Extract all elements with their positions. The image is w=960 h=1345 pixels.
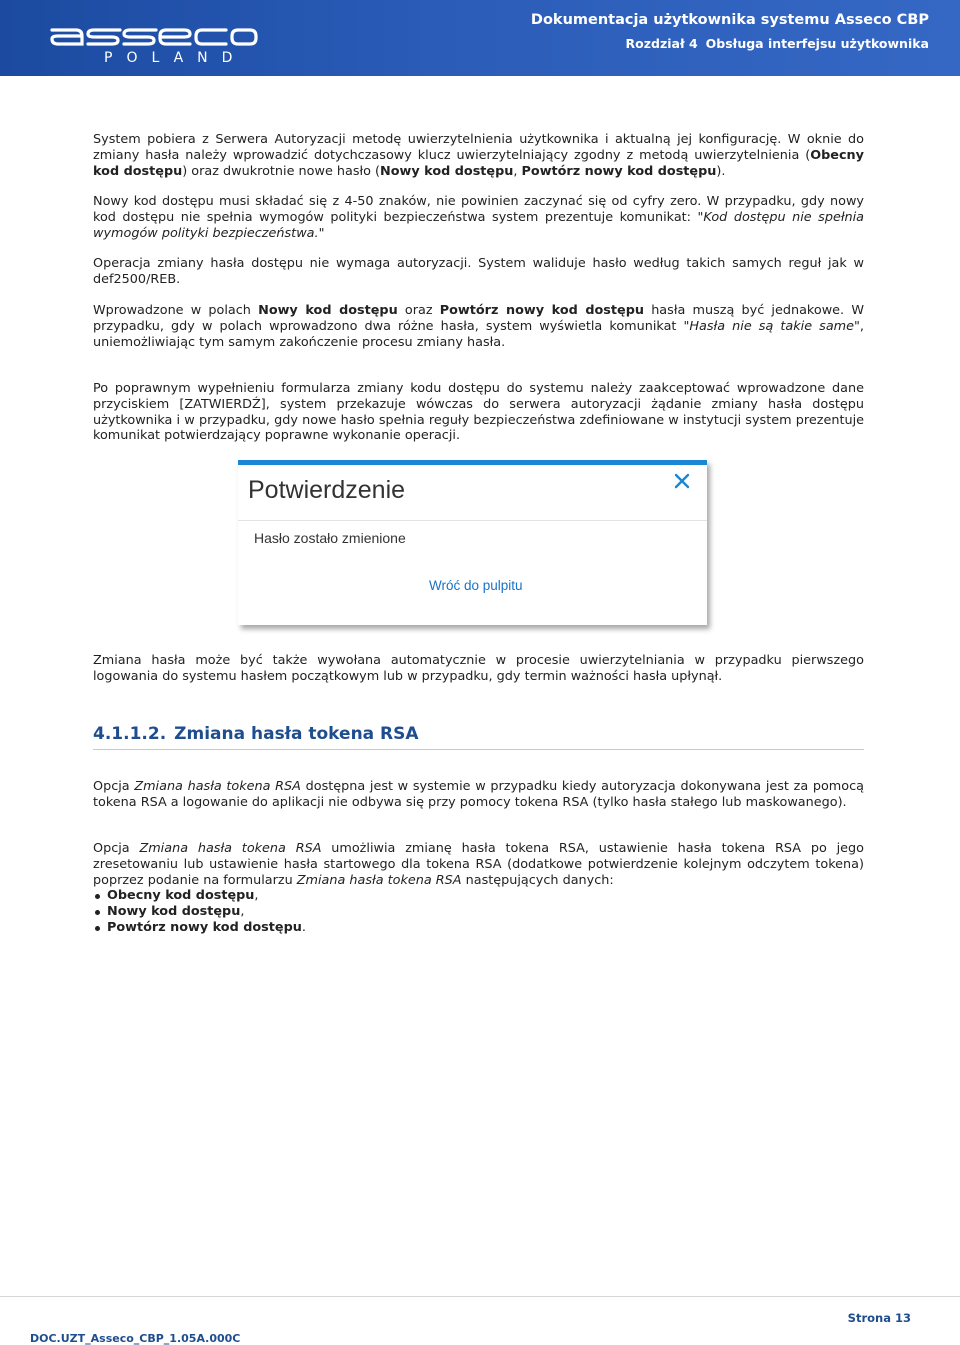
list-item xyxy=(107,920,864,936)
back-to-dashboard-link[interactable]: Wróć do pulpitu xyxy=(429,578,523,593)
dialog-title: Potwierdzenie xyxy=(248,476,406,504)
list-item-label: Powtórz nowy kod dostępu xyxy=(107,919,302,935)
page-label: Strona xyxy=(847,1311,891,1325)
dialog-accent-bar xyxy=(238,460,707,465)
text: umożliwia zmianę hasła tokena RSA, ustawienie hasła tokena RSA po jego zresetowaniu lub ustawienie hasła startowego dla tokena RSA (dodatkowe potwierdzenie kolejnym odczytem tokena) poprzez podanie na formularzu xyxy=(93,841,865,888)
document-title: Dokumentacja użytkownika systemu Asseco CBP xyxy=(530,12,929,28)
italic-text: Zmiana hasła tokena RSA xyxy=(296,872,462,888)
page-number xyxy=(848,1311,911,1325)
dialog-message: Hasło zostało zmienione xyxy=(254,530,406,546)
paragraph-8 xyxy=(93,841,864,888)
list-item xyxy=(107,904,864,920)
text: Nowy kod dostępu musi składać się z 4-50 znaków, nie powinien zaczynać się od cyfry zero. W przypadku, gdy nowy kod dostępu nie spełnia wymogów polityki bezpieczeństwa system prezentuje komunikat: xyxy=(93,194,864,225)
asseco-logo xyxy=(50,22,260,50)
list-item-label: Nowy kod dostępu xyxy=(107,903,241,919)
paragraph-7 xyxy=(93,779,864,811)
paragraph-2 xyxy=(93,194,864,241)
italic-text: Zmiana hasła tokena RSA xyxy=(134,779,301,794)
text: Zmiana hasła może być także wywołana automatycznie w procesie uwierzytelniania w przypadku pierwszego logowania do systemu hasłem początkowym lub w przypadku, gdy termin ważności hasła upłynął. xyxy=(93,653,864,684)
close-icon[interactable] xyxy=(671,470,693,492)
text: hasła muszą być jednakowe. W przypadku, gdy w polach wprowadzono dwa różne hasła, system wyświetla komunikat xyxy=(93,303,864,334)
text: Operacja zmiany hasła dostępu nie wymaga autoryzacji. System waliduje hasło według takich samych reguł jak w def2500/REB. xyxy=(93,256,864,287)
paragraph-3 xyxy=(93,256,864,288)
bold-text: Nowy kod dostępu xyxy=(380,163,514,179)
list-item-suffix: , xyxy=(240,903,245,919)
list-item-suffix: . xyxy=(301,919,306,935)
document-id: DOC.UZT_Asseco_CBP_1.05A.000C xyxy=(30,1332,241,1345)
page-header xyxy=(0,0,960,76)
italic-text: "Kod dostępu nie spełnia wymogów polityki bezpieczeństwa." xyxy=(93,209,864,241)
footer-divider xyxy=(0,1296,960,1297)
bold-text: Nowy kod dostępu xyxy=(258,303,398,318)
section-heading xyxy=(93,724,864,744)
paragraph-1 xyxy=(93,132,864,179)
confirmation-dialog xyxy=(238,460,707,625)
text: ). xyxy=(716,163,726,179)
text: , uniemożliwiając tym samym zakończenie procesu zmiany hasła. xyxy=(93,318,864,350)
chapter-header xyxy=(626,36,929,51)
section-title: Zmiana hasła tokena RSA xyxy=(174,724,419,744)
list-item xyxy=(107,888,864,904)
text: Opcja xyxy=(93,779,135,794)
paragraph-4 xyxy=(93,303,864,350)
text: dostępna jest w systemie w przypadku kiedy autoryzacja dokonywana jest za pomocą tokena RSA a logowanie do aplikacji nie odbywa się przy pomocy tokena RSA (tylko hasła stałego lub maskowanego). xyxy=(93,779,864,810)
dialog-divider xyxy=(238,520,707,521)
bold-text: Powtórz nowy kod dostępu xyxy=(439,303,644,318)
text: System pobiera z Serwera Autoryzacji metodę uwierzytelnienia użytkownika i aktualną jej konfigurację. W oknie do zmiany hasła należy wprowadzić dotychczasowy klucz uwierzytelniający zgodny z metodą uwierzytelnienia ( xyxy=(93,132,864,163)
list-item-label: Obecny kod dostępu xyxy=(107,888,255,903)
text: Po poprawnym wypełnieniu formularza zmiany kodu dostępu do systemu należy zaakceptować wprowadzone dane przyciskiem [ZATWIERDŹ], system przekazuje wówczas do serwera autoryzacji żądanie zmiany hasła dostępu użytkownika i w przypadku, gdy nowe hasło spełnia reguły bezpieczeństwa zdefiniowane w instytucji system prezentuje komunikat potwierdzający poprawne wykonanie operacji. xyxy=(93,381,864,444)
text: , xyxy=(513,163,522,179)
text: Opcja xyxy=(93,841,140,856)
text: następujących danych: xyxy=(461,872,614,888)
text: ) oraz dwukrotnie nowe hasło ( xyxy=(182,163,381,179)
italic-text: "Hasła nie są takie same" xyxy=(683,318,860,334)
text: oraz xyxy=(397,303,440,318)
field-list xyxy=(93,888,864,935)
bold-text: Powtórz nowy kod dostępu xyxy=(521,163,717,179)
paragraph-6 xyxy=(93,653,864,685)
chapter-title: Obsługa interfejsu użytkownika xyxy=(705,36,929,51)
text: Wprowadzone w polach xyxy=(93,303,259,318)
logo-subtitle: POLAND xyxy=(104,50,247,66)
page-number-value: 13 xyxy=(894,1311,911,1325)
italic-text: Zmiana hasła tokena RSA xyxy=(139,841,322,856)
chapter-number: Rozdział 4 xyxy=(625,36,698,51)
paragraph-5 xyxy=(93,381,864,444)
bold-text: Obecny kod dostępu xyxy=(93,147,864,179)
heading-divider xyxy=(93,749,864,750)
section-number: 4.1.1.2. xyxy=(93,724,167,744)
list-item-suffix: , xyxy=(254,888,259,903)
